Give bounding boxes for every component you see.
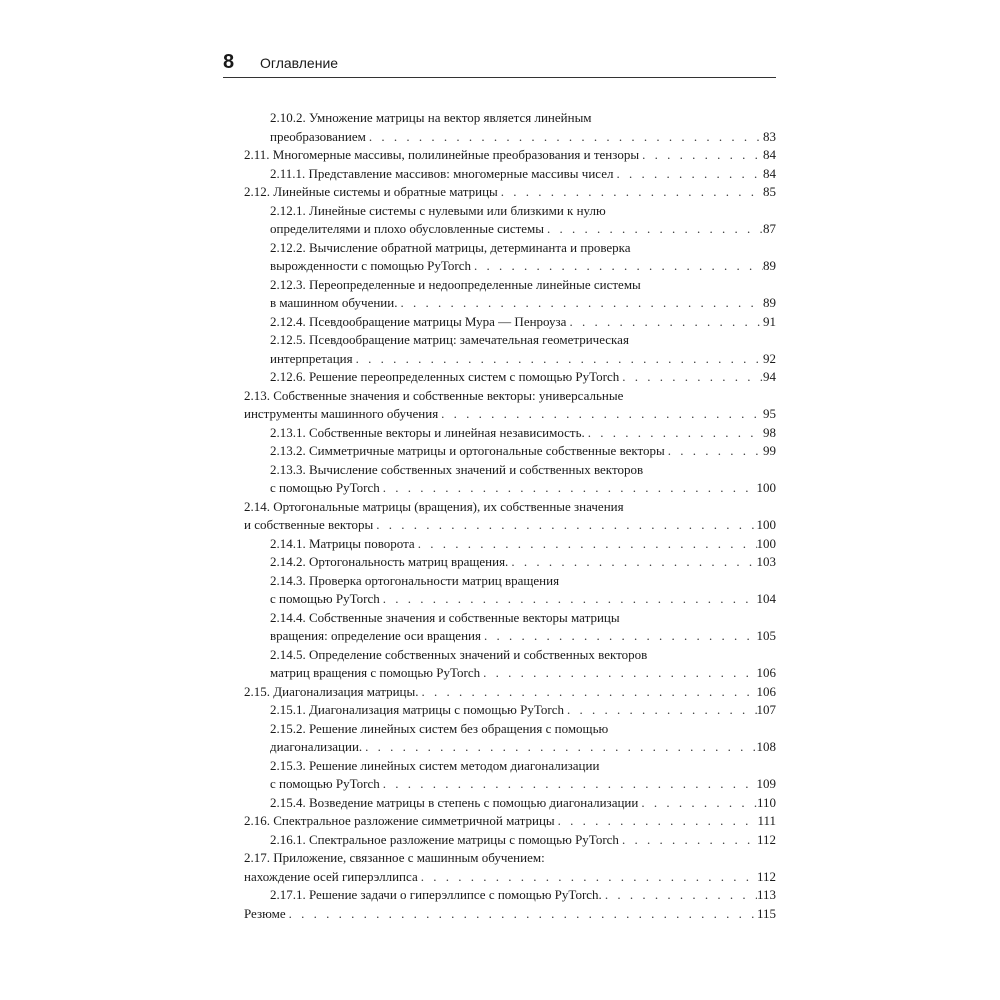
- toc-entry-title: 2.11.1. Представление массивов: многомерные массивы чисел: [270, 165, 614, 181]
- toc-page-number: 84: [763, 165, 776, 181]
- dot-leader: [419, 683, 757, 702]
- toc-page-number: 91: [763, 313, 776, 329]
- toc-page-number: 84: [763, 147, 776, 162]
- toc-entry-title: 2.15.4. Возведение матрицы в степень с помощью диагонализации: [270, 794, 639, 810]
- toc-entry-title: диагонализации.: [270, 739, 363, 754]
- toc-entry-title: и собственные векторы: [244, 517, 374, 532]
- dot-leader: [665, 442, 763, 461]
- toc-entry[interactable]: [244, 109, 776, 146]
- toc-entry-title-line: 2.17. Приложение, связанное с машинным обучением:: [244, 850, 545, 865]
- toc-page-number: 94: [763, 369, 776, 384]
- toc-entry[interactable]: [244, 146, 776, 165]
- dot-leader: [602, 886, 757, 905]
- toc-page-number: 106: [756, 665, 776, 680]
- dot-leader: [366, 128, 763, 147]
- toc-entry-title: 2.13.2. Симметричные матрицы и ортогональные собственные векторы: [270, 443, 665, 458]
- dot-leader: [380, 479, 757, 498]
- toc-entry[interactable]: [244, 905, 776, 924]
- dot-leader: [613, 165, 763, 184]
- toc-page-number: 98: [763, 424, 776, 440]
- toc-page-number: 111: [757, 813, 776, 828]
- dot-leader: [508, 553, 756, 572]
- toc-entry-title: 2.15.1. Диагонализация матрицы с помощью PyTorch: [270, 702, 564, 717]
- toc-entry-title: 2.11. Многомерные массивы, полилинейные преобразования и тензоры: [244, 147, 640, 162]
- page-number: 8: [223, 51, 235, 73]
- dot-leader: [373, 516, 756, 535]
- toc-entry-title: Резюме: [244, 905, 286, 921]
- toc-page-number: 110: [756, 794, 776, 810]
- toc-page-number: 112: [756, 868, 776, 884]
- toc-entry-title-line: 2.14.3. Проверка ортогональности матриц вращения: [270, 572, 560, 588]
- toc-page-number: 99: [763, 443, 776, 458]
- dot-leader: [481, 627, 757, 646]
- toc-entry-title: 2.15. Диагонализация матрицы.: [244, 683, 419, 699]
- toc-page-number: 100: [756, 480, 776, 495]
- toc-entry-title-line: 2.14.4. Собственные значения и собственные векторы матрицы: [270, 609, 620, 625]
- toc-entry[interactable]: [244, 849, 776, 886]
- dot-leader: [566, 313, 763, 332]
- dot-leader: [418, 868, 757, 887]
- toc-page-number: 95: [763, 406, 776, 421]
- dot-leader: [555, 812, 758, 831]
- toc-page-number: 107: [756, 702, 776, 717]
- toc-entry-title-line: 2.10.2. Умножение матрицы на вектор является линейным: [270, 110, 592, 125]
- toc-page-number: 105: [756, 628, 776, 643]
- toc-page-number: 100: [756, 535, 776, 551]
- toc-entry[interactable]: [244, 183, 776, 202]
- toc-entry[interactable]: [244, 812, 776, 831]
- toc-entry[interactable]: [244, 831, 776, 850]
- toc-entry-title-line: 2.14. Ортогональные матрицы (вращения), их собственные значения: [244, 498, 624, 514]
- toc-page-number: 104: [756, 591, 776, 606]
- dot-leader: [438, 405, 763, 424]
- toc-entry-title: 2.12.4. Псевдообращение матрицы Мура — Пенроуза: [270, 313, 567, 329]
- toc-page-number: 115: [756, 905, 776, 921]
- toc-entry[interactable]: [244, 442, 776, 461]
- dot-leader: [397, 294, 763, 313]
- toc-entry[interactable]: [244, 886, 776, 905]
- running-header: [223, 51, 776, 78]
- dot-leader: [471, 257, 763, 276]
- toc-entry-title: 2.14.1. Матрицы поворота: [270, 535, 415, 551]
- toc-entry-title: вырожденности с помощью PyTorch: [270, 258, 472, 273]
- dot-leader: [619, 368, 763, 387]
- toc-entry-title-line: 2.14.5. Определение собственных значений и собственных векторов: [270, 646, 648, 662]
- toc-page-number: 100: [756, 517, 776, 532]
- toc-entry-title: 2.13.1. Собственные векторы и линейная независимость.: [270, 424, 585, 440]
- toc-page-number: 87: [763, 221, 776, 236]
- dot-leader: [286, 905, 757, 924]
- dot-leader: [362, 738, 756, 757]
- toc-entry-title: 2.12. Линейные системы и обратные матрицы: [244, 184, 498, 199]
- toc-entry[interactable]: [244, 368, 776, 387]
- toc-entry-title: 2.14.2. Ортогональность матриц вращения.: [270, 554, 509, 569]
- toc-entry[interactable]: [244, 757, 776, 794]
- toc-entry-title: 2.16. Спектральное разложение симметричной матрицы: [244, 813, 555, 828]
- toc-entry-title: с помощью PyTorch: [270, 591, 380, 606]
- dot-leader: [585, 424, 763, 443]
- toc-page-number: 83: [763, 128, 776, 144]
- dot-leader: [638, 794, 757, 813]
- toc-entry-title: с помощью PyTorch: [270, 480, 380, 495]
- toc-page-number: 103: [756, 554, 776, 569]
- toc-page-number: 112: [756, 831, 776, 847]
- toc-entry[interactable]: [244, 387, 776, 424]
- dot-leader: [498, 183, 763, 202]
- dot-leader: [380, 590, 757, 609]
- toc-entry[interactable]: [244, 701, 776, 720]
- toc-entry-title-line: 2.12.1. Линейные системы с нулевыми или близкими к нулю: [270, 202, 606, 218]
- toc-entry-title: 2.12.6. Решение переопределенных систем с помощью PyTorch: [270, 369, 620, 384]
- toc-entry-title-line: 2.15.3. Решение линейных систем методом диагонализации: [270, 757, 600, 773]
- dot-leader: [480, 664, 756, 683]
- toc-entry-title: интерпретация: [270, 350, 353, 366]
- toc-entry[interactable]: [244, 313, 776, 332]
- toc-page-number: 113: [756, 887, 776, 902]
- toc-entry-title-line: 2.12.3. Переопределенные и недоопределенные линейные системы: [270, 276, 641, 292]
- dot-leader: [380, 775, 757, 794]
- toc-entry-title: 2.17.1. Решение задачи о гиперэллипсе с помощью PyTorch.: [270, 887, 602, 902]
- running-title: Оглавление: [260, 55, 339, 71]
- toc-entry[interactable]: [244, 498, 776, 535]
- toc-entry[interactable]: [244, 794, 776, 813]
- toc-entry[interactable]: [244, 165, 776, 184]
- toc-entry[interactable]: [244, 683, 776, 702]
- dot-leader: [639, 146, 763, 165]
- toc-entry-title: нахождение осей гиперэллипса: [244, 868, 418, 884]
- toc-page-number: 106: [756, 683, 776, 699]
- toc-entry[interactable]: [244, 202, 776, 239]
- toc-page-number: 89: [763, 258, 776, 273]
- toc-entry[interactable]: [244, 424, 776, 443]
- toc-entry-title: в машинном обучении.: [270, 295, 398, 310]
- toc-page-number: 85: [763, 184, 776, 199]
- dot-leader: [415, 535, 757, 554]
- toc-entry[interactable]: [244, 461, 776, 498]
- toc-page-number: 109: [756, 776, 776, 791]
- toc-entry-title-line: 2.13.3. Вычисление собственных значений и собственных векторов: [270, 461, 644, 477]
- toc-page-number: 89: [763, 295, 776, 310]
- toc-entry-title: вращения: определение оси вращения: [270, 628, 481, 643]
- dot-leader: [564, 701, 757, 720]
- toc-entry[interactable]: [244, 720, 776, 757]
- toc-entry-title: с помощью PyTorch: [270, 776, 380, 791]
- toc-page-number: 108: [756, 739, 776, 754]
- toc-entry-title: инструменты машинного обучения: [244, 406, 439, 421]
- toc-page-number: 92: [763, 350, 776, 366]
- toc-entry[interactable]: [244, 553, 776, 572]
- toc-entry-title-line: 2.12.5. Псевдообращение матриц: замечательная геометрическая: [270, 332, 629, 347]
- toc-entry-title: преобразованием: [270, 128, 366, 144]
- dot-leader: [353, 350, 763, 369]
- toc-entry[interactable]: [244, 331, 776, 368]
- toc-entry-title: определителями и плохо обусловленные системы: [270, 221, 544, 236]
- toc-entry[interactable]: [244, 572, 776, 609]
- toc-entry[interactable]: [244, 276, 776, 313]
- toc-entry[interactable]: [244, 239, 776, 276]
- toc-entry-title-line: 2.12.2. Вычисление обратной матрицы, детерминанта и проверка: [270, 239, 631, 255]
- toc-entry[interactable]: [244, 646, 776, 683]
- toc-entry-title: 2.16.1. Спектральное разложение матрицы с помощью PyTorch: [270, 831, 619, 847]
- toc-entry[interactable]: [244, 609, 776, 646]
- toc-entry[interactable]: [244, 535, 776, 554]
- toc-entry-title-line: 2.15.2. Решение линейных систем без обращения с помощью: [270, 720, 609, 736]
- dot-leader: [544, 220, 763, 239]
- toc-entry-title-line: 2.13. Собственные значения и собственные векторы: универсальные: [244, 387, 624, 403]
- table-of-contents: [244, 109, 776, 923]
- toc-entry-title: матриц вращения с помощью PyTorch: [270, 665, 481, 680]
- dot-leader: [619, 831, 757, 850]
